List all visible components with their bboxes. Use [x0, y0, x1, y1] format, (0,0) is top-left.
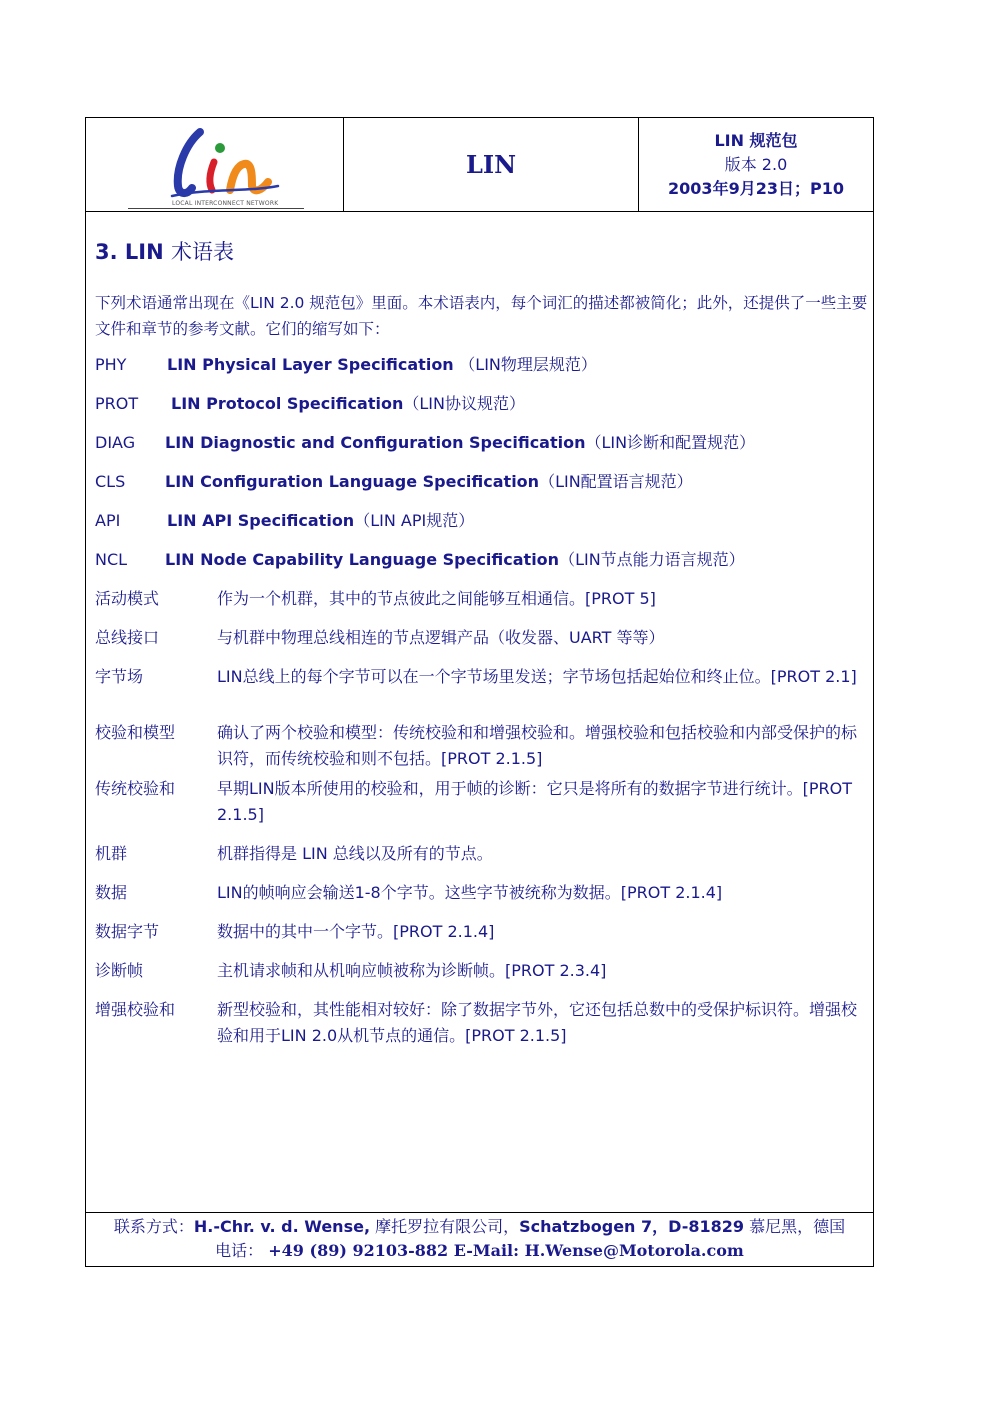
term-item	[95, 664, 870, 720]
term-item	[95, 776, 870, 841]
term-definition: 机群指得是 LIN 总线以及所有的节点。	[217, 844, 493, 863]
contact-label: 联系方式：	[113, 1217, 194, 1236]
term-definition: LIN的帧响应会输送1-8个字节。这些字节被统称为数据。[PROT 2.1.4]	[217, 883, 723, 902]
spec-abbr: DIAG	[95, 433, 136, 452]
logo-underline	[128, 208, 304, 209]
term-definition: 新型校验和，其性能相对较好：除了数据字节外，它还包括总数中的受保护标识符。增强校验和用于LIN 2.0从机节点的通信。[PROT 2.1.5]	[217, 1000, 858, 1045]
section-heading	[95, 236, 870, 266]
spec-name-cn: （LIN节点能力语言规范）	[559, 550, 745, 569]
spec-name	[165, 430, 755, 456]
term-definition: LIN总线上的每个字节可以在一个字节场里发送；字节场包括起始位和终止位。[PROT 2.1]	[217, 667, 857, 686]
lin-logo-icon	[128, 124, 308, 204]
spec-name	[171, 391, 525, 417]
spec-name	[167, 352, 597, 378]
term-item	[95, 625, 870, 664]
spec-abbr: CLS	[95, 472, 126, 491]
term-definition: 与机群中物理总线相连的节点逻辑产品（收发器、UART 等等）	[217, 628, 665, 647]
section-title-cn: 术语表	[170, 240, 234, 264]
term-item	[95, 720, 870, 776]
term-label: 机群	[95, 844, 128, 863]
term-label: 数据	[95, 883, 128, 902]
term-item	[95, 958, 870, 997]
spec-name-cn: （LIN物理层规范）	[459, 355, 597, 374]
spec-name-cn: （LIN API规范）	[354, 511, 475, 530]
spec-item	[95, 391, 870, 430]
term-item	[95, 586, 870, 625]
term-label: 校验和模型	[95, 723, 176, 742]
term-definition: 确认了两个校验和模型：传统校验和和增强校验和。增强校验和包括校验和内部受保护的标识符，而传统校验和则不包括。[PROT 2.1.5]	[217, 723, 858, 768]
spec-name-en: LIN Diagnostic and Configuration Specification	[165, 433, 586, 452]
header-title: LIN	[465, 150, 517, 179]
spec-list	[95, 352, 870, 586]
spec-abbr: API	[95, 511, 121, 530]
spec-name-cn: （LIN协议规范）	[403, 394, 525, 413]
term-definition: 作为一个机群，其中的节点彼此之间能够互相通信。[PROT 5]	[217, 589, 656, 608]
term-label: 诊断帧	[95, 961, 144, 980]
footer-phone-line	[86, 1239, 873, 1263]
term-list	[95, 586, 870, 1053]
term-item	[95, 841, 870, 880]
term-label: 总线接口	[95, 628, 160, 647]
contact-name: H.-Chr. v. d. Wense,	[193, 1217, 371, 1236]
intro-paragraph: 下列术语通常出现在《LIN 2.0 规范包》里面。本术语表内，每个词汇的描述都被简化；此外，还提供了一些主要文件和章节的参考文献。它们的缩写如下：	[95, 294, 868, 338]
spec-name	[167, 508, 474, 534]
phone-email: +49 (89) 92103-882 E-Mail: H.Wense@Motorola.com	[268, 1241, 744, 1260]
term-definition: 主机请求帧和从机响应帧被称为诊断帧。[PROT 2.3.4]	[217, 961, 607, 980]
term-definition: 早期LIN版本所使用的校验和，用于帧的诊断：它只是将所有的数据字节进行统计。[PROT 2.1.5]	[217, 779, 852, 824]
contact-company: 摩托罗拉有限公司，	[375, 1217, 520, 1236]
term-label: 活动模式	[95, 589, 160, 608]
term-label: 数据字节	[95, 922, 160, 941]
header-meta-cell	[639, 118, 873, 211]
page-frame	[85, 117, 874, 1267]
footer-contact-line	[86, 1215, 873, 1239]
logo-cell	[86, 118, 344, 211]
spec-name-en: LIN Physical Layer Specification	[167, 355, 454, 374]
phone-label: 电话：	[215, 1241, 264, 1260]
header-title-cell	[344, 118, 639, 211]
spec-name-en: LIN Configuration Language Specification	[165, 472, 540, 491]
contact-address: Schatzbogen 7，D-81829	[519, 1217, 745, 1236]
document-header	[86, 118, 873, 212]
version-label: 版本 2.0	[724, 154, 788, 174]
section-number: 3. LIN	[95, 240, 164, 264]
term-item	[95, 880, 870, 919]
term-label: 字节场	[95, 667, 144, 686]
term-label: 增强校验和	[95, 1000, 176, 1019]
spec-name-en: LIN Protocol Specification	[171, 394, 404, 413]
spec-item	[95, 352, 870, 391]
spec-name-en: LIN API Specification	[167, 511, 355, 530]
term-item	[95, 919, 870, 958]
logo-tagline: LOCAL INTERCONNECT NETWORK	[172, 200, 279, 207]
spec-item	[95, 508, 870, 547]
spec-abbr: PROT	[95, 394, 139, 413]
spec-name-cn: （LIN诊断和配置规范）	[585, 433, 756, 452]
spec-name	[165, 469, 693, 495]
contact-city: 慕尼黑，德国	[749, 1217, 846, 1236]
document-body	[95, 236, 870, 1053]
spec-package-label: LIN 规范包	[714, 130, 798, 150]
term-definition: 数据中的其中一个字节。[PROT 2.1.4]	[217, 922, 495, 941]
spec-name-en: LIN Node Capability Language Specification	[165, 550, 560, 569]
spec-item	[95, 469, 870, 508]
spec-abbr: NCL	[95, 550, 128, 569]
spec-name-cn: （LIN配置语言规范）	[539, 472, 693, 491]
spec-item	[95, 547, 870, 586]
spec-name	[165, 547, 745, 573]
term-label: 传统校验和	[95, 779, 176, 798]
document-footer	[86, 1212, 873, 1266]
spec-abbr: PHY	[95, 355, 127, 374]
date-page-label: 2003年9月23日；P10	[668, 178, 844, 198]
spec-item	[95, 430, 870, 469]
term-item	[95, 997, 870, 1053]
